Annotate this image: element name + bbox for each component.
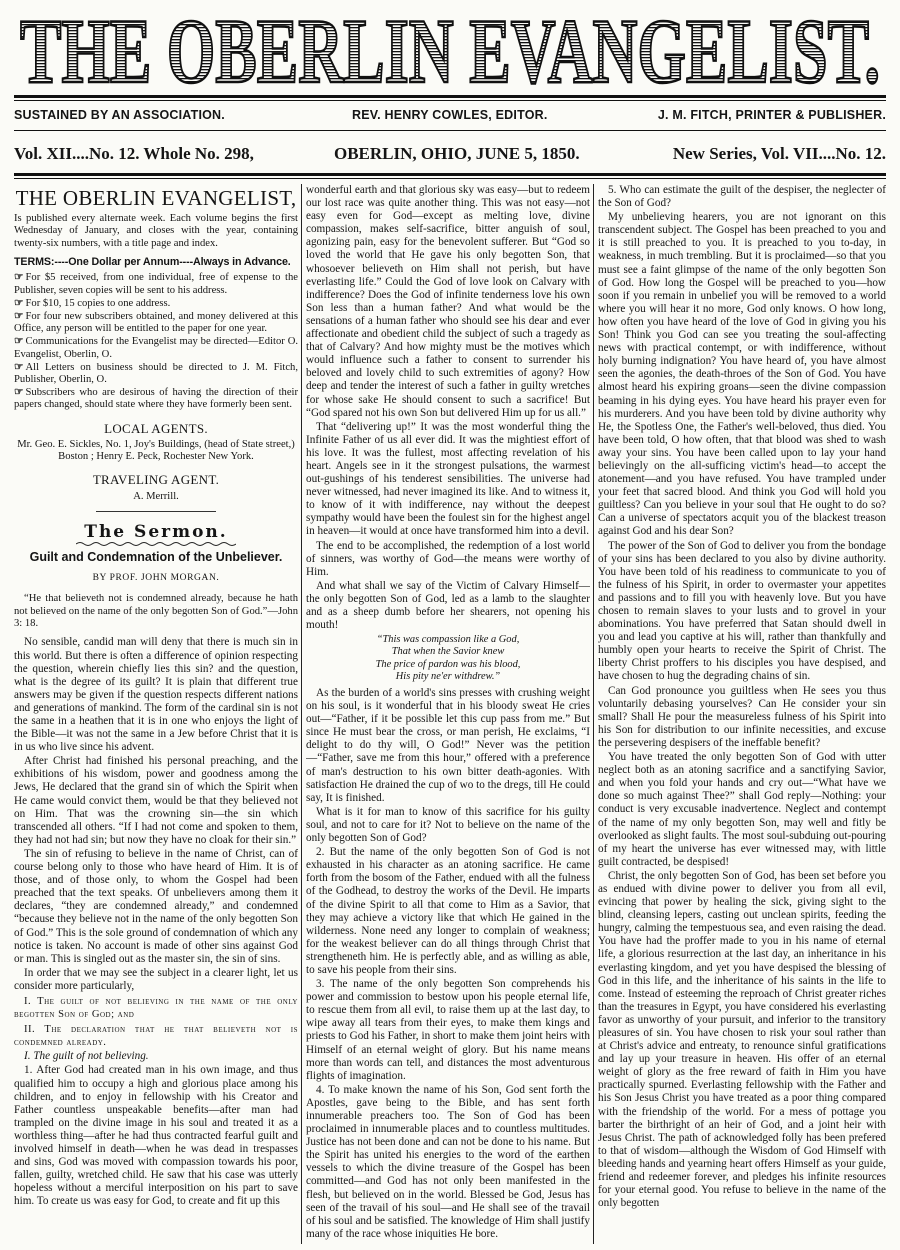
paragraph: 4. To make known the name of his Son, God sent forth the Apostles, gave being to the Bible, and has sent forth innumerable preachers too. The Son of God has been proclaimed in innumerable places and to countless multitudes. Justice has not been done and can not be done to his name. But the Spirit has united his energies to the word of the earthen vessels to which the divine treasure of the Gospel has been committed—and God has not only been manifested in the flesh, but believed on in the world. Blessed be God, Jesus has seen of the travail of his soul—and He shall see of the travail of his soul and be satisfied. The knowledge of Him shall justify many of the race whose iniquities He bore. (306, 1083, 590, 1240)
traveling-agent-heading: TRAVELING AGENT. (92, 472, 220, 488)
masthead (14, 6, 886, 94)
paragraph: You have treated the only begotten Son of God with utter neglect both as an atoning sacrifice and a sanctifying Savior, and when you fold your hands and cry out—“What have we done so much against Thee?” shall God reply—Nothing: your conduct is very excusable inadvertence. Neglect and contempt of the name of my only begotten Son, may well and fitly be overlooked as slight faults. The most soul-subduing out-pouring of my heart the universe has ever witnessed may, with little guilt contracted, be despised! (598, 751, 886, 868)
pointing-hand-icon: ☞ (14, 361, 24, 373)
bottom-rule-thin (14, 178, 886, 179)
publisher-line: J. M. FITCH, PRINTER & PUBLISHER. (657, 108, 886, 122)
paragraph: Christ, the only begotten Son of God, has been set before you as endued with divine power to deliver you from all evil, evincing that power by healing the sick, giving sight to the blind, cleansing lepers, casting out unclean spirits, feeding the hungry, calming the tempestuous sea, and even raising the dead. You have had the proffer made to you in his name of eternal life, a glorious resurrection at the last day, an inheritance in his everlasting kingdom, and yet you have despised the blessing of God in this life, and the inheritance of his saints in the life to come. Instead of esteeming the reproach of Christ greater riches than the treasures in Egypt, you have considered his everlasting favor as unworthy of your pursuit, and inferior to the transitory pleasures of sin. You have chosen to risk your soul rather than at Christ's advice and entreaty, to renounce sinful gratifications and lay up your treasure in heaven. His offer of an eternal weight of glory as the free reward of faith in Him you have practically spurned. Everlasting fellowship with the Father and his Son Jesus Christ you have treated as a poor thing compared with the friendship of the world. For a mess of pottage you barter the birthright of an heir of God, and a joint heir with Jesus Christ. The path of acknowledged folly has been prefered to that of wisdom—although the Wisdom of God Himself with bleeding hands and yearning heart offers Himself as your guide, friend and redeemer forever, and pledges his infinite resources for your eternal good. You refuse to believe in the name of the only begotten (598, 869, 886, 1210)
paragraph: And what shall we say of the Victim of Calvary Himself—the only begotten Son of God, led as a lamb to the slaughter and as a sheep dumb before her shearers, not opening his mouth! (306, 579, 590, 632)
notice: ☞ For $10, 15 copies to one address. (14, 297, 171, 309)
paragraph: Can God pronounce you guiltless when He sees you thus voluntarily debasing yourselves? Can He consider your sin small? Shall He pour the measureless fulness of his Spirit into his Son for distribution to our infinite necessities, and excuse the persevering despisers of the ineffable benefit? (598, 684, 886, 749)
volume-row (14, 142, 886, 168)
epigraph: “He that believeth not is condemned already, because he hath not believed on the name of the only begotten Son of God.”—John 3: 18. (14, 593, 298, 630)
terms-line: TERMS:----One Dollar per Annum----Always in Advance. (14, 256, 291, 269)
poem (306, 634, 590, 683)
bottom-rule-thick (14, 173, 886, 176)
notice: ☞ Subscribers who are desirous of having the direction of their papers changed, should state where they have formerly been sent. (14, 387, 298, 411)
column-3 (598, 184, 886, 1244)
editor-line: REV. HENRY COWLES, EDITOR. (352, 108, 548, 122)
sermon-heading: The Sermon. (84, 521, 228, 542)
column-1 (14, 184, 298, 1244)
notice: ☞ All Letters on business should be directed to J. M. Fitch, Publisher, Oberlin, O. (14, 361, 298, 385)
pointing-hand-icon: ☞ (14, 272, 24, 284)
column-2 (306, 184, 590, 1244)
local-agents-heading: LOCAL AGENTS. (104, 420, 208, 436)
sermon-title: Guilt and Condemnation of the Unbeliever. (29, 550, 283, 565)
byline: BY PROF. JOHN MORGAN. (92, 573, 220, 584)
paragraph: 1. After God had created man in his own image, and thus qualified him to occupy a high and glorious place among his children, and to enjoy in fellowship with his Creator and Father countless unspeakable benefits—after man had trampled on the divine image in his soul and treated it as a worthless thing—after he had thus contracted fearful guilt and involved himself in death—when he was dead in trespasses and sins, God was moved with compassion towards his poor, fallen, guilty, wretched child. He saw that his case was utterly hopeless without a merciful interposition on his part to save him. To create us was easy for God, to create and fit up this (14, 1064, 298, 1208)
poem-line: His pity ne'er withdrew.” (395, 670, 501, 682)
paragraph: The sin of refusing to believe in the name of Christ, can of course belong only to those who have heard of Him. It is of those, and of those only, to whom the Gospel had been preached that the text speaks. Of unbelievers among them it declares, “they are condemned already,” and condemned “because they believe not in the name of the only begotten Son of God.” This is the sole ground of condemnation of which any notice is taken. No account is made of other sins against God or man. This is singled out as the master sin, the sin of sins. (14, 847, 298, 965)
poem-line: “This was compassion like a God, (376, 634, 520, 646)
subheading: I. The guilt of not believing. (24, 1050, 149, 1063)
notice: ☞ For $5 received, from one individual, free of expense to the Publisher, seven copies will be sent to his address. (14, 272, 298, 296)
series-number: New Series, Vol. VII....No. 12. (672, 144, 886, 163)
paragraph: My unbelieving hearers, you are not ignorant on this transcendent subject. The Gospel has been preached to you and it is still preached to you. It is preached to you to-day, in weakness, in much trembling. But it is proclaimed—so that you must see a faint glimpse of the name of the only begotten Son of God. How long the Gospel will be preached to you—how soon if you remain in unbelief you will be removed to a world where you will hear it no more, God only knows. O how long, how often you have heard of the love of God in giving you his Son! Think you God can see you treating the soul-affecting news with practical contempt, or with indifference, without holy burning indignation? You have heard of, you have almost seen the agonies, the death-throes of the Son of God. You have almost heard his expiring groans—seen the divine compassion beaming in his dying eyes. You have heard his prayer even for his murderers. And you have been told by divine authority why He, the Spotless One, the Father's well-beloved, thus died. You have been told, O how often, that that blood was shed to wash away your sins. You have been called upon to lay your hand believingly on the all-sufficing victim's head—to accept the atonement—and you have refused. You have trampled under your feet that sacred blood. And think you God will hold you guiltless? Can you believe in your soul that He ought to do so? Can a universe of spectators acquit you of the blackest treason against God and his dear Son? (598, 211, 886, 538)
paragraph: As the burden of a world's sins presses with crushing weight on his soul, is it wonderful that in his bloody sweat He cries out—“Father, if it be possible let this cup pass from me.” But since He must bear the cross, or man perish, He exclaims, “I delight to do thy will, O God!” Never was the petition—“Father, save me from this hour,” offered with a preference of man's destruction to his own bitter death-agonies. With satisfaction He drained the cup of wo to the dregs, till He could say, It is finished. (306, 687, 590, 804)
subtitle-row (14, 104, 886, 126)
publication-note: Is published every alternate week. Each volume begins the first Wednesday of January, and closes with the year, containing twenty-six numbers, with a title page and index. (14, 213, 298, 249)
paragraph: No sensible, candid man will deny that there is much sin in this world. But there is often a difference of opinion respecting the question, wherein chiefly lies this sin? and the question, what is the degree of its guilt? It is plain that different true answers may be given if the question respects different nations and generations of mankind. The form of the cardinal sin is not the same in a heathen that it is in one who enjoys the light of the Bible—it was not the same in a Jew before Christ that it is in us who live since his advent. (14, 636, 298, 754)
column-divider (301, 184, 302, 1244)
evangelist-title: THE OBERLIN EVANGELIST, (15, 186, 297, 210)
association-line: SUSTAINED BY AN ASSOCIATION. (14, 108, 225, 122)
paragraph: That “delivering up!” It was the most wonderful thing the Infinite Father of us all ever did. It was the mightiest effort of his love. It was the fullest, most affecting revelation of his heart. Angels see in it the strongest pulsations, the warmest out-gushings of his tenderest sensibilities. The universe had never witnessed, had never imagined its like. And to witness it, to know of it with indifference, nay without the deepest sympathy would have been the foulest sin for the highest angel in heaven—it would at once have transformed him into a devil. (306, 420, 590, 538)
notice: ☞ For four new subscribers obtained, and money delivered at this Office, any person will be entitled to the paper for one year. (14, 310, 298, 335)
poem-line: That when the Savior knew (391, 646, 505, 658)
local-agents: Mr. Geo. E. Sickles, No. 1, Joy's Buildings, (head of State street,) Boston ; Henry E. Peck, Rochester New York. (17, 438, 295, 463)
paragraph: In order that we may see the subject in a clearer light, let us consider more particularly, (14, 966, 298, 992)
top-rule-thin (14, 100, 886, 101)
dateline: OBERLIN, OHIO, JUNE 5, 1850. (334, 144, 580, 163)
column-divider (593, 184, 594, 1244)
divider (96, 511, 216, 512)
pointing-hand-icon: ☞ (14, 297, 24, 309)
division-heading: I. The guilt of not believing in the name of the only begotten Son of God; and (14, 995, 298, 1021)
masthead-title: THE OBERLIN EVANGELIST. (20, 6, 880, 94)
pointing-hand-icon: ☞ (14, 336, 24, 348)
poem-line: The price of pardon was his blood, (375, 658, 521, 670)
volume-number: Vol. XII....No. 12. Whole No. 298, (14, 144, 254, 163)
pointing-hand-icon: ☞ (14, 310, 24, 322)
paragraph: 2. But the name of the only begotten Son of God is not exhausted in his character as an atoning sacrifice. He came forth from the bosom of the Father, endued with all the fulness of the Godhead, to destroy the works of the Devil. He imparts of the divine Spirit to all that come to Him as a Savior, that they may achieve a victory like that which He gained in the wilderness. None need any longer to complain of weakness; for the weakest believer can do all things through Christ that strengtheneth him. He is perfectly able, and as willing as able, to save his people from their sins. (306, 846, 590, 976)
middle-rule (14, 130, 886, 131)
traveling-agent: A. Merrill. (133, 490, 179, 502)
pointing-hand-icon: ☞ (14, 387, 24, 399)
paragraph: 3. The name of the only begotten Son comprehends his power and commission to bestow upon his people eternal life, to rescue them from all evil, to raise them up at the last day, to wipe away all tears from their eyes, to make them kings and priests to God his Father, in short to make them joint heirs with Himself of an eternal weight of glory. But his name means more than words can tell, and distances the most adventurous flights of imagination. (306, 978, 590, 1082)
paragraph: What is it for man to know of this sacrifice for his guilty soul, and not to care for it? Not to believe on the name of the only begotten Son of God? (306, 805, 590, 845)
paragraph: The power of the Son of God to deliver you from the bondage of your sins has been declared to you also by divine authority. You have been told of his readiness to communicate to you of the fulness of his Spirit, in order to overmaster your appetites and passions and to fill you with heavenly love. But you have chosen to remain slaves to your lusts and to grovel in your abominations. You have preferred that Satan should dwell in you and lead you captive at his will, rather than thankfully and humbly open your hearts to receive the Spirit of Christ. The liberty Christ proffers to his disciples you have despised, and have chosen to hug the degrading chains of sin. (598, 539, 886, 683)
paragraph: The end to be accomplished, the redemption of a lost world of sinners, was worthy of God—the means were worthy of Him. (306, 539, 590, 578)
division-heading: II. The declaration that he that believeth not is condemned already. (14, 1024, 298, 1049)
paragraph: wonderful earth and that glorious sky was easy—but to redeem our lost race was quite another thing. This was not easy—not easy even for God—except as melting love, divine compassion, makes self-sacrifice, bitter anguish of soul, agonizing pain, easy for the benevolent sufferer. But “God so loved the world that He gave his only begotten Son, that whosoever believeth on Him shall not perish, but have everlasting life.” Could the God of love look on Calvary with indifference? Does the God of infinite tenderness love his own Son less than a human father? And what would be the sensations of a human father who should see his dear and ever affectionate and obedient child the subject of such a tragedy as that of Calvary? And how mighty must be the motives which would influence such a father to consent to surrender his beloved and lovely child to such extremities of agony? How deep and tender the interest of such a father in guilty wretches for whose sake He should consent to such a sacrifice! But “God spared not his own Son but delivered Him up for us all.” (306, 184, 590, 419)
masthead-title-art (14, 6, 886, 94)
notice: ☞ Communications for the Evangelist may be directed—Editor O. Evangelist, Oberlin, O. (14, 336, 298, 360)
top-rule-thick (14, 95, 886, 98)
paragraph: After Christ had finished his personal preaching, and the exhibitions of his wisdom, power and goodness among the Jews, He declared that the grand sin of which the Spirit when He came would convict them, would be that they believed not on Him. That was the crowning sin—the sin which transcended all others. “If I had not come and spoken to them, they had not had sin; but now they have no cloak for their sin.” (14, 755, 298, 846)
paragraph: 5. Who can estimate the guilt of the despiser, the neglecter of the Son of God? (598, 184, 886, 210)
